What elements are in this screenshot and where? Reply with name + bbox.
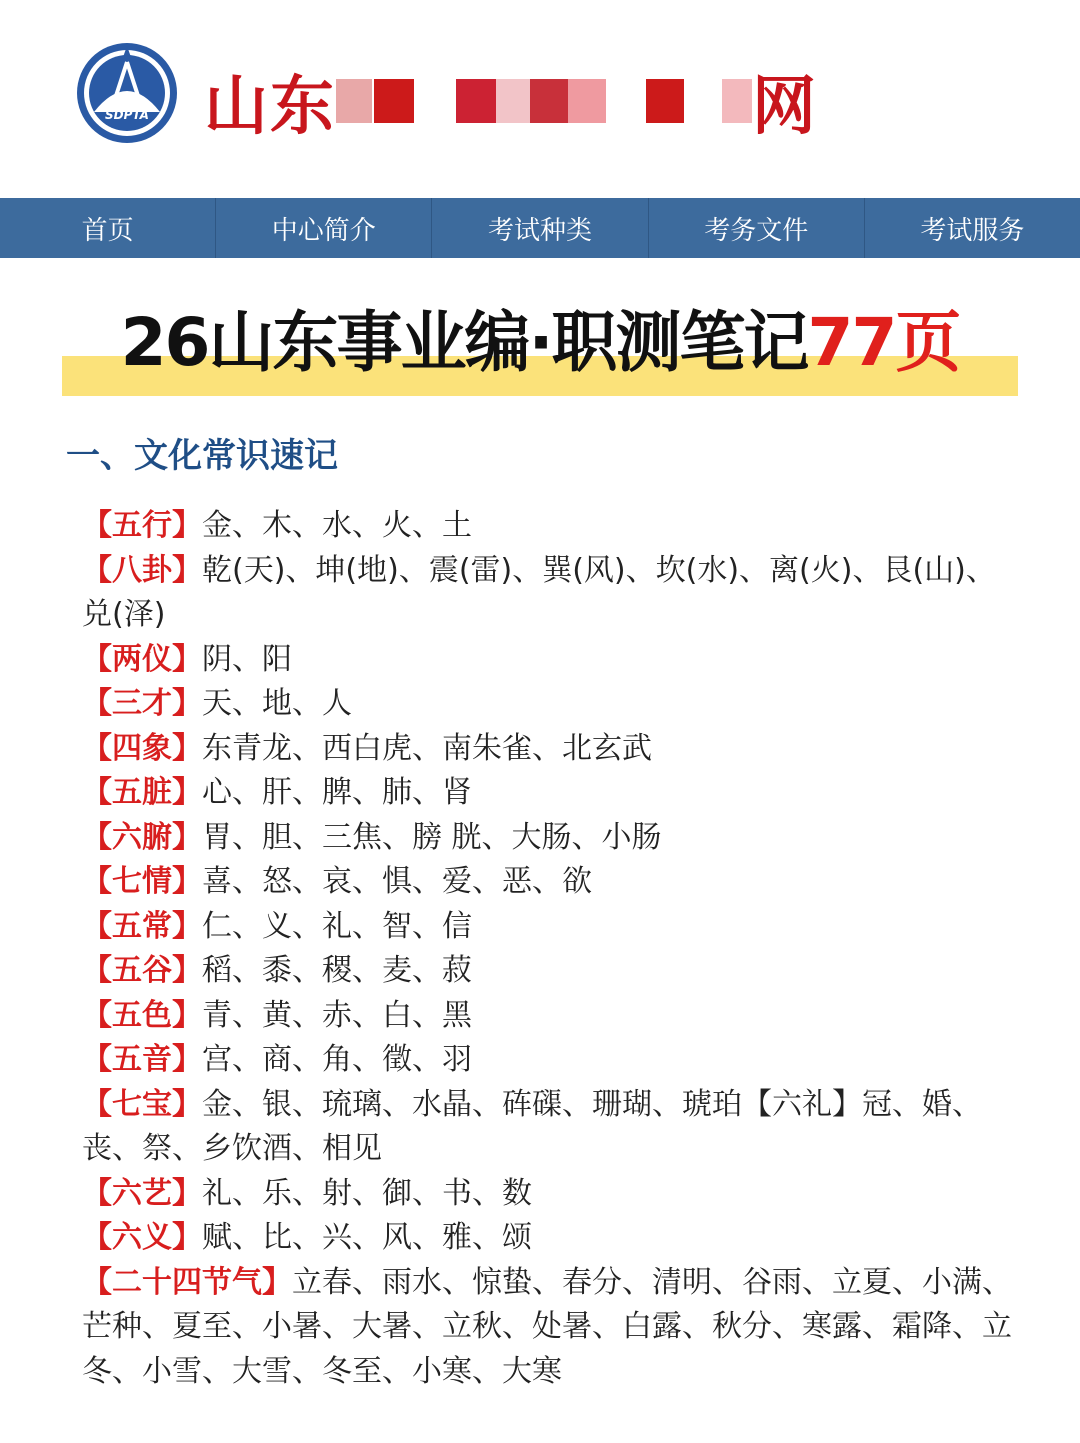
list-item	[82, 771, 1012, 816]
list-item	[82, 1083, 1012, 1172]
item-text: 青、黄、赤、白、黑	[202, 997, 472, 1033]
item-tag: 【八卦】	[82, 552, 202, 588]
item-tag: 【六义】	[82, 1220, 202, 1255]
knowledge-list	[82, 504, 1012, 1394]
item-text: 立春、雨水、惊蛰、春分、清明、谷雨、立夏、小满、芒种、夏至、小暑、大暑、立秋、处暑、白露、秋分、寒露、霜降、立冬、小雪、大雪、冬至、小寒、大寒	[82, 1264, 1012, 1389]
item-text: 金、银、琉璃、水晶、砗磲、珊瑚、琥珀【六礼】冠、婚、丧、祭、乡饮酒、相见	[82, 1086, 982, 1166]
list-item	[82, 1172, 1012, 1217]
item-tag: 【五行】	[82, 508, 202, 543]
title-main: 26山东事业编·职测笔记	[120, 304, 808, 381]
list-item	[82, 994, 1012, 1039]
redacted-name-blocks	[342, 79, 752, 123]
list-item	[82, 816, 1012, 861]
list-item	[82, 905, 1012, 950]
item-text: 阴、阳	[202, 641, 292, 677]
list-item	[82, 504, 1012, 549]
item-text: 喜、怒、哀、惧、爱、恶、欲	[202, 864, 592, 899]
item-tag: 【六腑】	[82, 819, 202, 855]
sdpta-logo-icon	[74, 40, 180, 146]
item-text: 仁、义、礼、智、信	[202, 908, 472, 944]
site-header	[0, 0, 1080, 198]
list-item	[82, 860, 1012, 905]
list-item	[82, 682, 1012, 727]
item-tag: 【三才】	[82, 686, 202, 721]
site-name[interactable]	[204, 56, 818, 146]
item-text: 稻、黍、稷、麦、菽	[202, 953, 472, 988]
list-item	[82, 1216, 1012, 1261]
item-text: 礼、乐、射、御、书、数	[202, 1175, 532, 1211]
item-tag: 【五色】	[82, 997, 202, 1033]
item-text: 乾(天)、坤(地)、震(雷)、巽(风)、坎(水)、离(火)、艮(山)、兑(泽)	[82, 552, 996, 632]
section-title: 一、文化常识速记	[66, 436, 338, 476]
item-text: 宫、商、角、徵、羽	[202, 1042, 472, 1077]
nav-item-about[interactable]: 中心简介	[216, 198, 432, 258]
svg-text:SDPTA: SDPTA	[105, 108, 149, 122]
item-tag: 【四象】	[82, 730, 202, 766]
list-item	[82, 949, 1012, 994]
main-nav	[0, 198, 1080, 258]
list-item	[82, 549, 1012, 638]
item-text: 金、木、水、火、土	[202, 508, 472, 543]
item-tag: 【两仪】	[82, 641, 202, 677]
title-page-count: 77页	[807, 304, 960, 381]
nav-item-exam-services[interactable]: 考试服务	[920, 215, 1025, 246]
item-tag: 【五谷】	[82, 953, 202, 988]
site-name-end: 网	[752, 70, 818, 144]
item-tag: 【五脏】	[82, 775, 202, 810]
item-text: 赋、比、兴、风、雅、颂	[202, 1220, 532, 1255]
item-tag: 【七宝】	[82, 1086, 202, 1122]
item-text: 东青龙、西白虎、南朱雀、北玄武	[202, 730, 652, 766]
site-name-start: 山东	[204, 70, 336, 144]
document-title-block	[0, 300, 1080, 400]
item-text: 胃、胆、三焦、膀 胱、大肠、小肠	[202, 819, 662, 855]
nav-item-exam-types[interactable]: 考试种类	[432, 198, 648, 258]
item-tag: 【七情】	[82, 864, 202, 899]
document-title	[0, 300, 1080, 386]
item-tag: 【六艺】	[82, 1175, 202, 1211]
item-tag: 【五音】	[82, 1042, 202, 1077]
item-tag: 【二十四节气】	[82, 1264, 292, 1300]
list-item	[82, 727, 1012, 772]
list-item	[82, 638, 1012, 683]
list-item	[82, 1038, 1012, 1083]
nav-item-exam-documents[interactable]: 考务文件	[649, 198, 865, 258]
item-text: 天、地、人	[202, 686, 352, 721]
nav-item-home[interactable]: 首页	[0, 198, 216, 258]
item-tag: 【五常】	[82, 908, 202, 944]
list-item	[82, 1261, 1012, 1395]
item-text: 心、肝、脾、肺、肾	[202, 775, 472, 810]
